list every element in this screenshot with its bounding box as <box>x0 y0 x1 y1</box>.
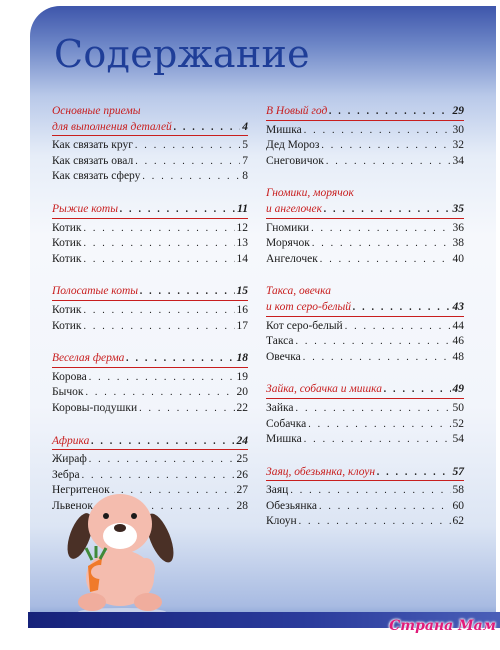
toc-entry-title: Заяц <box>266 484 289 497</box>
toc-entry-title: Зебра <box>52 468 80 481</box>
toc-entry-title: Мишка <box>266 433 302 446</box>
toc-entry-title: Корова <box>52 370 87 383</box>
toc-entry[interactable] <box>266 123 464 139</box>
dot-leader <box>329 104 450 120</box>
toc-entry[interactable] <box>52 385 248 401</box>
toc-entry[interactable] <box>52 370 248 386</box>
toc-entry-title: Котик <box>52 237 82 250</box>
page-number: 19 <box>236 370 248 383</box>
dot-leader <box>384 382 450 398</box>
page-number: 29 <box>452 105 464 117</box>
toc-entry[interactable] <box>52 401 248 417</box>
toc-entry-title: Как связать овал <box>52 154 134 167</box>
page-number: 27 <box>236 484 248 497</box>
page-number: 16 <box>236 303 248 316</box>
dot-leader <box>296 334 451 350</box>
toc-entry-title: Такса <box>266 335 294 348</box>
page-number: 34 <box>452 154 464 167</box>
toc-entry-title: Львенок <box>52 499 94 512</box>
toc-entry[interactable] <box>52 154 248 170</box>
page-number: 24 <box>236 434 248 447</box>
section-heading-text: и кот серо-белый <box>266 300 352 313</box>
page-number: 4 <box>242 120 248 133</box>
section-heading[interactable] <box>266 465 464 482</box>
dot-leader <box>139 401 234 417</box>
toc-entry-title: Снеговичок <box>266 154 324 167</box>
section-heading-text: Африка <box>52 434 90 447</box>
page-number: 46 <box>452 335 464 348</box>
toc-entry[interactable] <box>52 252 248 268</box>
section-heading[interactable] <box>52 202 248 219</box>
dot-leader <box>312 236 451 252</box>
toc-entry-title: Овечка <box>266 350 301 363</box>
page-number: 54 <box>452 433 464 446</box>
page-number: 5 <box>242 139 248 152</box>
page-number: 30 <box>452 123 464 136</box>
toc-entry-title: Как связать сферу <box>52 170 141 183</box>
toc-section <box>266 382 464 447</box>
section-heading[interactable] <box>52 284 248 301</box>
dot-leader <box>83 221 234 237</box>
page-number: 60 <box>452 499 464 512</box>
toc-entry[interactable] <box>266 252 464 268</box>
toc-entry-title: Гномики <box>266 221 310 234</box>
toc-entry-title: Морячок <box>266 237 310 250</box>
section-heading-text: Заяц, обезьянка, клоун <box>266 465 376 478</box>
section-heading-text: Гномики, морячок <box>266 187 354 200</box>
section-heading[interactable] <box>52 120 248 137</box>
toc-entry-title: Обезьянка <box>266 499 317 512</box>
section-heading-text: Такса, овечка <box>266 285 332 298</box>
dot-leader <box>140 284 234 300</box>
page-number: 58 <box>452 484 464 497</box>
toc-entry-title: Мишка <box>266 123 302 136</box>
section-heading[interactable] <box>266 186 464 202</box>
toc-entry[interactable] <box>52 221 248 237</box>
bunny-toy-illustration <box>62 486 184 616</box>
dot-leader <box>296 401 451 417</box>
section-heading-text: Основные приемы <box>52 105 141 117</box>
toc-entry[interactable] <box>266 432 464 448</box>
dot-leader <box>142 169 240 185</box>
page-number: 36 <box>452 221 464 234</box>
page-number: 8 <box>242 170 248 183</box>
toc-entry[interactable] <box>266 334 464 350</box>
section-heading-text: Полосатые коты <box>52 285 139 298</box>
toc-left-column <box>52 104 248 531</box>
toc-entry[interactable] <box>266 401 464 417</box>
toc-entry[interactable] <box>52 452 248 468</box>
dot-leader <box>89 452 235 468</box>
toc-entry[interactable] <box>52 138 248 154</box>
dot-leader <box>377 465 450 481</box>
dot-leader <box>304 432 451 448</box>
page-number: 7 <box>242 154 248 167</box>
dot-leader <box>303 350 451 366</box>
page-number: 52 <box>452 417 464 430</box>
section-heading-text: В Новый год <box>266 105 328 117</box>
page-number: 15 <box>236 285 248 298</box>
toc-section <box>52 202 248 267</box>
site-watermark: Страна Мам <box>389 618 496 634</box>
toc-entry-title: Кот серо-белый <box>266 319 343 332</box>
section-heading-text: Веселая ферма <box>52 352 125 365</box>
section-heading-text: и ангелочек <box>266 202 322 215</box>
dot-leader <box>324 202 451 218</box>
page-number: 14 <box>236 252 248 265</box>
page-number: 38 <box>452 237 464 250</box>
page-number: 32 <box>452 139 464 152</box>
toc-entry[interactable] <box>266 221 464 237</box>
page-number: 57 <box>452 465 464 478</box>
page-number: 26 <box>236 468 248 481</box>
toc-entry[interactable] <box>266 417 464 433</box>
page-number: 20 <box>236 386 248 399</box>
toc-entry-title: Как связать круг <box>52 139 133 152</box>
toc-entry[interactable] <box>266 154 464 170</box>
toc-entry-title: Дед Мороз <box>266 139 320 152</box>
section-heading-text: Рыжие коты <box>52 202 119 215</box>
dot-leader <box>304 123 451 139</box>
page-number: 17 <box>236 319 248 332</box>
toc-entry-title: Собачка <box>266 417 307 430</box>
dot-leader <box>311 221 450 237</box>
toc-entry[interactable] <box>266 499 464 515</box>
dot-leader <box>91 434 234 450</box>
section-heading[interactable] <box>52 104 248 120</box>
toc-entry[interactable] <box>266 514 464 530</box>
toc-section <box>266 186 464 267</box>
dot-leader <box>89 370 235 386</box>
section-heading-text: Зайка, собачка и мишка <box>266 383 383 396</box>
section-heading[interactable] <box>266 300 464 317</box>
page-number: 22 <box>236 401 248 414</box>
toc-entry[interactable] <box>266 138 464 154</box>
page-number: 48 <box>452 350 464 363</box>
dot-leader <box>326 154 451 170</box>
page-number: 40 <box>452 252 464 265</box>
page-number: 43 <box>452 300 464 313</box>
toc-entry[interactable] <box>52 236 248 252</box>
toc-section <box>266 284 464 365</box>
dot-leader <box>320 252 451 268</box>
toc-entry-title: Бычок <box>52 386 84 399</box>
dot-leader <box>85 385 234 401</box>
toc-section <box>266 104 464 169</box>
dot-leader <box>345 319 451 335</box>
section-heading[interactable] <box>266 284 464 300</box>
toc-entry-title: Ангелочек <box>266 252 318 265</box>
page-number: 18 <box>236 352 248 365</box>
page-title: Содержание <box>54 32 310 76</box>
toc-section <box>52 104 248 185</box>
page-number: 35 <box>452 202 464 215</box>
dot-leader <box>308 417 450 433</box>
section-heading[interactable] <box>52 434 248 451</box>
toc-entry[interactable] <box>266 236 464 252</box>
page-number: 44 <box>452 319 464 332</box>
dot-leader <box>120 202 235 218</box>
dot-leader <box>290 483 450 499</box>
section-heading[interactable] <box>266 202 464 219</box>
toc-section <box>266 465 464 530</box>
dot-leader <box>321 138 450 154</box>
toc-entry-title: Котик <box>52 221 82 234</box>
page-number: 28 <box>236 499 248 512</box>
toc-entry[interactable] <box>266 319 464 335</box>
dot-leader <box>82 468 235 484</box>
toc-entry-title: Котик <box>52 303 82 316</box>
toc-entry[interactable] <box>52 468 248 484</box>
toc-entry-title: Котик <box>52 319 82 332</box>
toc-entry[interactable] <box>266 483 464 499</box>
toc-entry-title: Коровы-подушки <box>52 401 138 414</box>
toc-entry-title: Котик <box>52 252 82 265</box>
dot-leader <box>83 303 234 319</box>
dot-leader <box>83 236 234 252</box>
toc-entry[interactable] <box>52 303 248 319</box>
page-number: 62 <box>452 515 464 528</box>
dot-leader <box>135 138 240 154</box>
section-heading[interactable] <box>52 351 248 368</box>
dot-leader <box>83 252 234 268</box>
toc-entry-title: Клоун <box>266 515 297 528</box>
section-heading[interactable] <box>266 104 464 121</box>
toc-right-column <box>266 104 464 547</box>
section-heading[interactable] <box>266 382 464 399</box>
dot-leader <box>353 300 450 316</box>
page-number: 49 <box>452 383 464 396</box>
dot-leader <box>174 120 240 136</box>
dot-leader <box>319 499 451 515</box>
page-number: 50 <box>452 401 464 414</box>
toc-entry-title: Негритенок <box>52 484 110 497</box>
page-number: 13 <box>236 237 248 250</box>
page-number: 12 <box>236 221 248 234</box>
page-number: 11 <box>237 202 248 215</box>
section-heading-text: для выполнения деталей <box>52 120 172 133</box>
toc-entry[interactable] <box>52 169 248 185</box>
dot-leader <box>135 154 240 170</box>
page-number: 25 <box>236 453 248 466</box>
toc-entry[interactable] <box>52 319 248 335</box>
toc-entry[interactable] <box>266 350 464 366</box>
toc-section <box>52 284 248 334</box>
toc-section <box>52 351 248 416</box>
toc-entry-title: Зайка <box>266 401 294 414</box>
dot-leader <box>126 351 234 367</box>
toc-entry-title: Жираф <box>52 453 87 466</box>
dot-leader <box>299 514 451 530</box>
dot-leader <box>83 319 234 335</box>
